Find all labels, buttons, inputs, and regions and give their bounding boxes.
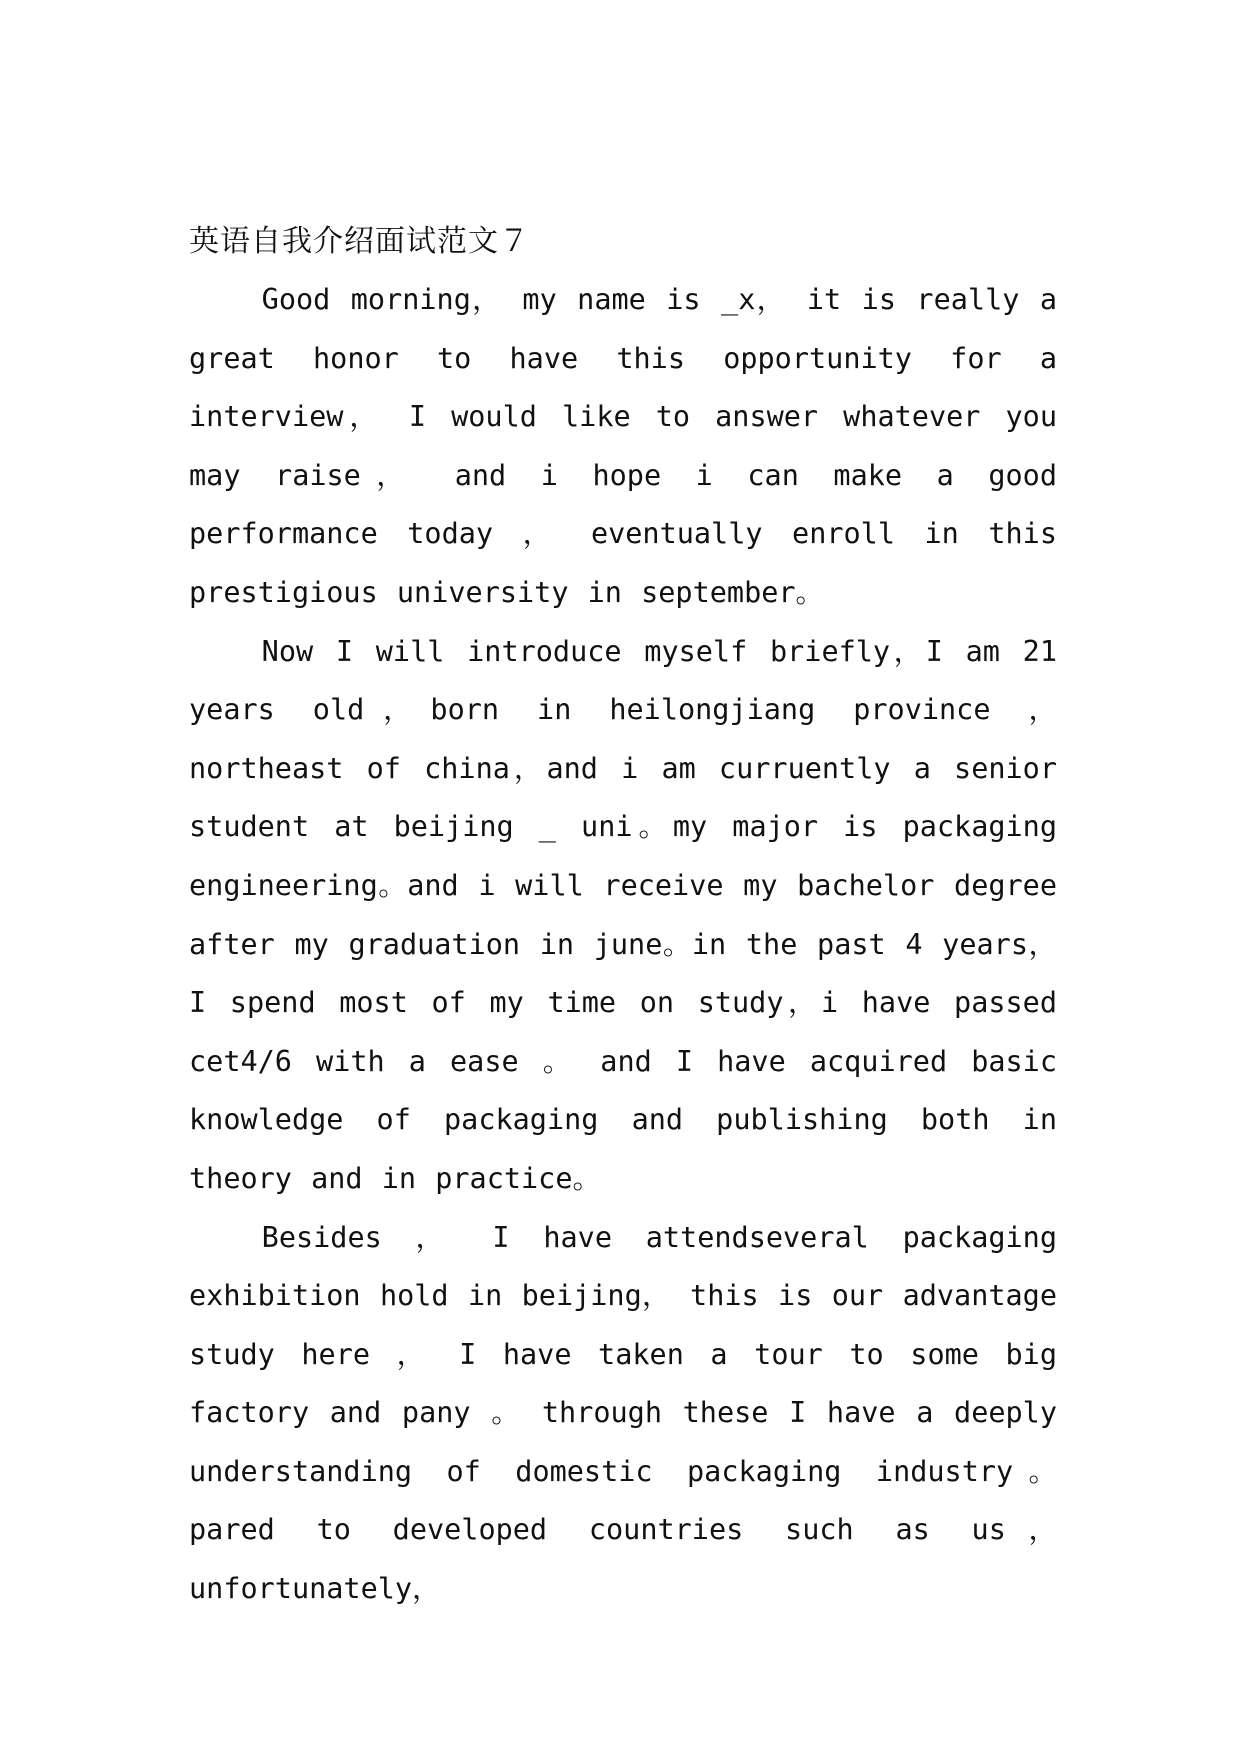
paragraph-greeting: Good morning， my name is _x， it is really a great honor to have this opportunity for a interview， I would like to answer whatever you may raise， and i hope i can make a good performance today ， eventually enroll in this prestigious university in september。 xyxy=(189,283,1057,609)
document-page xyxy=(189,213,1057,1619)
paragraph-experience: Besides ， I have attendseveral packaging exhibition hold in beijing， this is our advantage study here ， I have taken a tour to some big factory and pany 。 through these I have a deeply understanding of domestic packaging industry。 pared to developed countries such as us， unfortunately， xyxy=(189,1220,1057,1606)
paragraph-introduction: Now I will introduce myself briefly，I am 21 years old，born in heilongjiang province ，northeast of china，and i am curruently a senior student at beijing _ uni。my major is packaging engineering。and i will receive my bachelor degree after my graduation in june。in the past 4 years，I spend most of my time on study，i have passed cet4/6 with a ease 。 and I have acquired basic knowledge of packaging and publishing both in theory and in practice。 xyxy=(189,634,1057,1195)
document-title: 英语自我介绍面试范文７ xyxy=(189,224,530,259)
